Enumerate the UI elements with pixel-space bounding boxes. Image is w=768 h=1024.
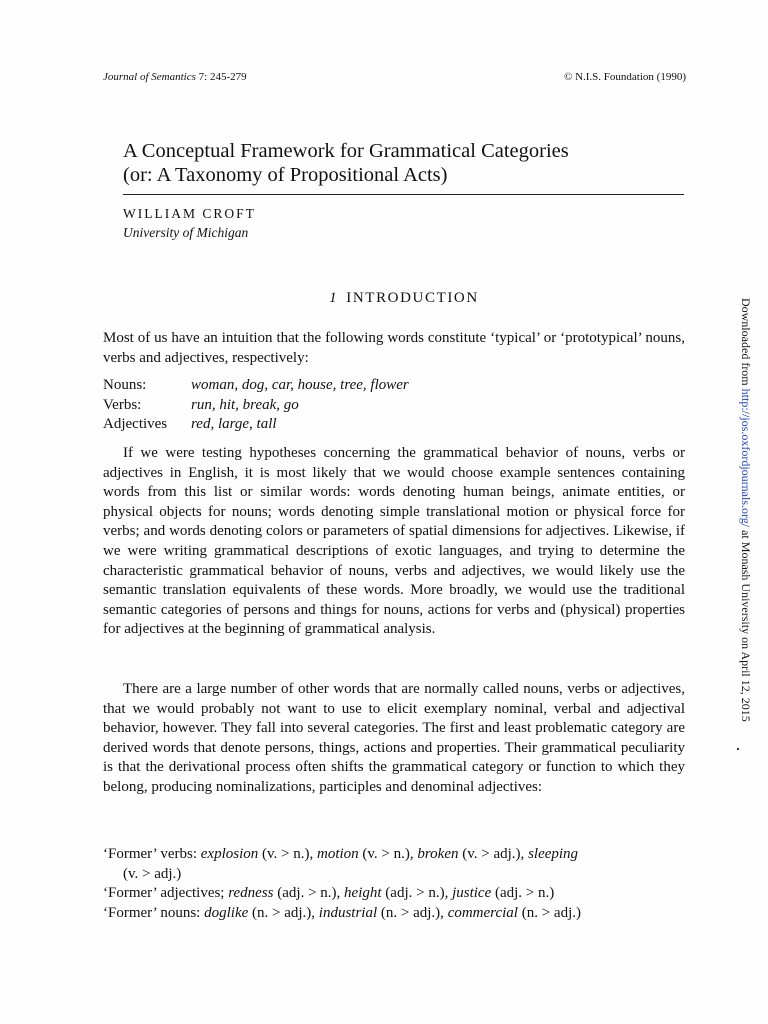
former-label: ‘Former’ verbs: — [103, 846, 201, 862]
example-word: sleeping — [528, 846, 579, 862]
category-gloss: (v. > adj.), — [458, 846, 529, 862]
paragraph-2: If we were testing hypotheses concerning the grammatical behavior of nouns, verbs or adjectives in English, it is most likely that we would choose example sentences containing words from this list or similar words: words denoting human beings, animate entities, or physical objects for nouns; words denoting simple translational motion or physical force for verbs; and words denoting colors or parameters of spatial dimensions for adjectives. Likewise, if we were writing grammatical descriptions of exotic languages, and trying to determine the characteristic grammatical behavior of nouns, verbs and adjectives, we would likely use the semantic translation equivalents of these words. More broadly, we would use the traditional semantic categories of persons and things for nouns, actions for verbs and (physical) properties for adjectives at the beginning of grammatical analysis. — [103, 445, 685, 638]
volume-pages: 7: 245-279 — [198, 71, 247, 83]
example-word: motion — [316, 846, 359, 862]
title-line-1: A Conceptual Framework for Grammatical Categories — [123, 140, 569, 162]
example-row-adjectives — [103, 415, 409, 435]
example-word: doglike — [204, 904, 249, 921]
example-words: run, hit, break, go — [191, 396, 299, 413]
paragraph-1: Most of us have an intuition that the following words constitute ‘typical’ or ‘prototypical’ nouns, verbs and adjectives, respectively: — [103, 330, 685, 366]
example-word: justice — [452, 885, 492, 902]
category-gloss: (n. > adj.) — [517, 904, 581, 921]
former-label: ‘Former’ adjectives; — [103, 885, 229, 902]
example-word: broken — [417, 846, 459, 862]
category-gloss: (v. > n.), — [358, 846, 418, 862]
download-watermark — [738, 298, 753, 722]
example-label: Nouns: — [103, 377, 147, 393]
category-gloss: (adj. > n.), — [273, 885, 345, 902]
example-row-verbs — [103, 396, 409, 416]
copyright-notice: © N.I.S. Foundation (1990) — [563, 71, 686, 83]
example-words: woman, dog, car, house, tree, flower — [191, 377, 409, 393]
author-name: WILLIAM CROFT — [123, 206, 256, 221]
example-word: explosion — [200, 846, 259, 862]
category-gloss: (v. > n.), — [258, 846, 317, 862]
section-title: INTRODUCTION — [346, 290, 479, 306]
example-word: redness — [228, 885, 274, 902]
watermark-suffix: at Monash University on April 12, 2015 — [739, 527, 753, 722]
derived-words-list — [103, 845, 703, 923]
watermark-link[interactable]: http://jos.oxfordjournals.org/ — [739, 388, 753, 528]
category-gloss: (n. > adj.), — [377, 904, 448, 921]
title-rule — [123, 194, 684, 195]
former-nouns-row — [103, 904, 703, 924]
example-word: height — [344, 885, 382, 902]
section-heading — [0, 290, 768, 307]
category-gloss: (adj. > n.) — [491, 885, 555, 902]
journal-name: Journal of Semantics — [103, 71, 196, 83]
former-label: ‘Former’ nouns: — [103, 904, 205, 921]
example-label: Verbs: — [103, 396, 142, 413]
example-words: red, large, tall — [191, 416, 277, 433]
example-row-nouns — [103, 376, 409, 396]
title-line-2: (or: A Taxonomy of Propositional Acts) — [123, 164, 448, 186]
section-number: 1 — [329, 290, 339, 306]
paragraph-3: There are a large number of other words that are normally called nouns, verbs or adjectives, that we would probably not want to use to elicit exemplary nominal, verbal and adjectival behavior, however. They fall into several categories. The first and least problematic category are derived words that denote persons, things, actions and properties. Their grammatical peculiarity is that the derivational process often shifts the grammatical category or function to which they belong, producing nominalizations, participles and denominal adjectives: — [103, 681, 685, 795]
watermark-prefix: Downloaded from — [739, 298, 753, 389]
example-word-list — [103, 376, 409, 435]
former-verbs-row — [103, 845, 703, 865]
former-adjectives-row — [103, 884, 703, 904]
journal-citation — [103, 71, 247, 83]
example-label: Adjectives — [103, 416, 168, 433]
scan-speck — [737, 748, 739, 750]
former-verbs-continuation: (v. > adj.) — [123, 865, 182, 882]
category-gloss: (n. > adj.), — [248, 904, 319, 921]
category-gloss: (adj. > n.), — [381, 885, 453, 902]
example-word: commercial — [447, 904, 518, 921]
article-title — [123, 139, 683, 187]
example-word: industrial — [318, 904, 378, 921]
author-affiliation: University of Michigan — [123, 225, 249, 240]
